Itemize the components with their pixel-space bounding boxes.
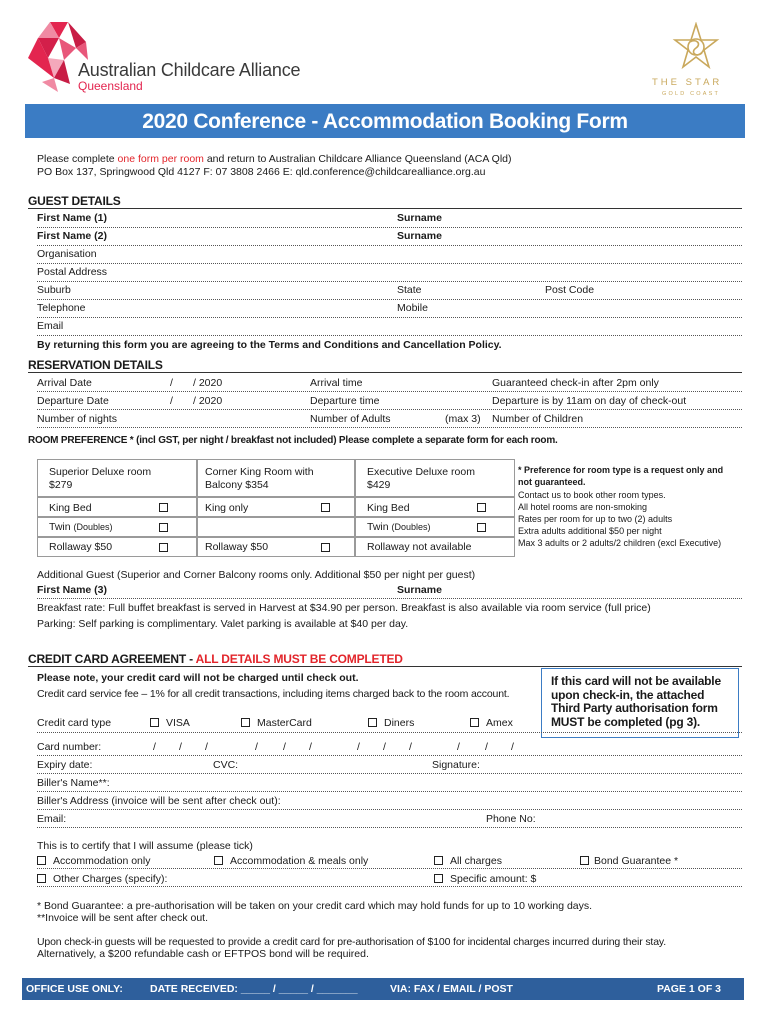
- reservation-details-heading: RESERVATION DETAILS: [28, 358, 163, 372]
- org-subname: Queensland: [78, 79, 143, 93]
- the-star-logo: [646, 22, 746, 98]
- amex-label: Amex: [486, 717, 513, 729]
- cvc-label: CVC:: [213, 759, 239, 771]
- checkin-note: Guaranteed check-in after 2pm only: [492, 377, 659, 389]
- credit-card-heading: CREDIT CARD AGREEMENT - ALL DETAILS MUST BE COMPLETED: [28, 652, 403, 666]
- checkout-note: Departure is by 11am on day of check-out: [492, 395, 687, 407]
- first-name-1-label: First Name (1): [37, 212, 108, 224]
- postcode-label: Post Code: [545, 284, 595, 296]
- billing-email-field[interactable]: [37, 827, 742, 828]
- amex-checkbox[interactable]: [470, 718, 479, 727]
- superior-twin-checkbox[interactable]: [159, 523, 168, 532]
- corner-king-title: Corner King Room with: [205, 466, 314, 478]
- first-name-1-field[interactable]: [37, 227, 742, 228]
- star-emblem-icon: [671, 22, 721, 72]
- organisation-label: Organisation: [37, 248, 97, 260]
- postal-address-field[interactable]: [37, 281, 742, 282]
- superior-king-checkbox[interactable]: [159, 503, 168, 512]
- mastercard-label: MasterCard: [257, 717, 312, 729]
- accommodation-meals-label: Accommodation & meals only: [230, 855, 369, 867]
- nights-field[interactable]: [37, 427, 742, 428]
- diners-checkbox[interactable]: [368, 718, 377, 727]
- departure-field[interactable]: [37, 409, 742, 410]
- bond-guarantee-note: * Bond Guarantee: a pre-authorisation will be taken on your credit card which may hold funds for up to 10 working days.: [37, 900, 593, 912]
- first-name-2-label: First Name (2): [37, 230, 108, 242]
- charge-note: Please note, your credit card will not be charged until check out.: [37, 672, 359, 684]
- billers-name-field[interactable]: [37, 791, 742, 792]
- superior-rollaway-label: Rollaway $50: [49, 541, 113, 553]
- children-label: Number of Children: [492, 413, 584, 425]
- accommodation-only-label: Accommodation only: [53, 855, 151, 867]
- parking-note: Parking: Self parking is complimentary. Valet parking is available at $40 per day.: [37, 618, 409, 630]
- executive-twin-label: Twin (Doubles): [367, 521, 431, 533]
- state-label: State: [397, 284, 422, 296]
- card-type-label: Credit card type: [37, 717, 112, 729]
- email-field[interactable]: [37, 335, 742, 336]
- expiry-label: Expiry date:: [37, 759, 93, 771]
- room-preference-note: * Preference for room type is a request only and not guaranteed.: [518, 465, 724, 487]
- guest-details-heading: GUEST DETAILS: [28, 194, 121, 208]
- nights-label: Number of nights: [37, 413, 117, 425]
- room-table: [37, 459, 515, 557]
- adults-label: Number of Adults: [310, 413, 391, 425]
- via-label: VIA: FAX / EMAIL / POST: [390, 983, 513, 995]
- organisation-field[interactable]: [37, 263, 742, 264]
- arrival-time-label: Arrival time: [310, 377, 363, 389]
- specific-amount-label: Specific amount: $: [450, 873, 537, 885]
- corner-rollaway-checkbox[interactable]: [321, 543, 330, 552]
- office-use-label: OFFICE USE ONLY:: [26, 983, 123, 995]
- corner-king-checkbox[interactable]: [321, 503, 330, 512]
- expiry-field[interactable]: [37, 773, 742, 774]
- arrival-field[interactable]: [37, 391, 742, 392]
- departure-time-label: Departure time: [310, 395, 380, 407]
- first-name-3-field[interactable]: [37, 598, 742, 599]
- superior-deluxe-price: $279: [49, 479, 73, 491]
- signature-label: Signature:: [432, 759, 480, 771]
- room-preference-heading: ROOM PREFERENCE * (incl GST, per night / breakfast not included) Please complete a separate form for each room.: [28, 435, 558, 446]
- visa-checkbox[interactable]: [150, 718, 159, 727]
- bond-guarantee-checkbox[interactable]: [580, 856, 589, 865]
- other-charges-label: Other Charges (specify):: [53, 873, 168, 885]
- superior-twin-label: Twin (Doubles): [49, 521, 113, 533]
- aca-logo: [28, 20, 318, 96]
- the-star-text: THE STAR: [652, 77, 723, 88]
- invoice-note: **Invoice will be sent after check out.: [37, 912, 209, 924]
- corner-rollaway-label: Rollaway $50: [205, 541, 269, 553]
- room-note-3: Rates per room for up to two (2) adults: [518, 514, 673, 524]
- telephone-label: Telephone: [37, 302, 86, 314]
- third-party-notice: If this card will not be available upon check-in, the attached Third Party authorisation form MUST be completed (pg 3).: [551, 674, 721, 729]
- room-note-1: Contact us to book other room types.: [518, 490, 666, 500]
- visa-label: VISA: [166, 717, 190, 729]
- room-note-2: All hotel rooms are non-smoking: [518, 502, 648, 512]
- terms-statement: By returning this form you are agreeing to the Terms and Conditions and Cancellation Policy.: [37, 339, 502, 351]
- page-title: 2020 Conference - Accommodation Booking Form: [142, 110, 628, 133]
- other-charges-field[interactable]: [37, 886, 742, 887]
- billing-email-label: Email:: [37, 813, 67, 825]
- executive-deluxe-price: $429: [367, 479, 391, 491]
- intro-line-2: PO Box 137, Springwood Qld 4127 F: 07 3808 2466 E: qld.conference@childcarealliance.org.au: [37, 166, 486, 178]
- arrival-date-label: Arrival Date: [37, 377, 92, 389]
- office-use-footer: [22, 978, 744, 1000]
- phone-label: Phone No:: [486, 813, 536, 825]
- surname-1-label: Surname: [397, 212, 442, 224]
- card-number-label: Card number:: [37, 741, 102, 753]
- corner-king-price: Balcony $354: [205, 479, 269, 491]
- superior-king-label: King Bed: [49, 502, 92, 514]
- surname-2-label: Surname: [397, 230, 442, 242]
- first-name-3-label: First Name (3): [37, 584, 108, 596]
- accommodation-meals-checkbox[interactable]: [214, 856, 223, 865]
- bond-guarantee-label: Bond Guarantee *: [594, 855, 679, 867]
- surname-3-label: Surname: [397, 584, 442, 596]
- accommodation-only-checkbox[interactable]: [37, 856, 46, 865]
- executive-king-checkbox[interactable]: [477, 503, 486, 512]
- all-charges-checkbox[interactable]: [434, 856, 443, 865]
- card-number-field[interactable]: / / / / / / / / / / / /: [153, 741, 514, 753]
- executive-deluxe-title: Executive Deluxe room: [367, 466, 475, 478]
- diners-label: Diners: [384, 717, 415, 729]
- service-fee-note: Credit card service fee – 1% for all credit transactions, including items charged back to the room account.: [37, 688, 510, 700]
- suburb-field[interactable]: [37, 299, 742, 300]
- executive-king-label: King Bed: [367, 502, 410, 514]
- intro-line-1: Please complete one form per room and return to Australian Childcare Alliance Queensland (ACA Qld): [37, 153, 512, 165]
- room-note-5: Max 3 adults or 2 adults/2 children (excl Executive): [518, 538, 722, 548]
- postal-address-label: Postal Address: [37, 266, 108, 278]
- additional-guest-note: Additional Guest (Superior and Corner Balcony rooms only. Additional $50 per night per guest): [37, 569, 476, 581]
- mobile-label: Mobile: [397, 302, 428, 314]
- breakfast-note: Breakfast rate: Full buffet breakfast is served in Harvest at $34.90 per person. Breakfast is also available via room service (full price): [37, 602, 651, 614]
- billers-address-field[interactable]: [37, 809, 742, 810]
- other-charges-checkbox[interactable]: [37, 874, 46, 883]
- billers-name-label: Biller's Name**:: [37, 777, 110, 789]
- executive-rollaway-label: Rollaway not available: [367, 541, 472, 553]
- billers-address-label: Biller's Address (invoice will be sent after check out):: [37, 795, 281, 807]
- checkin-preauth-note: Upon check-in guests will be requested to provide a credit card for pre-authorisation of $100 for incidental charges incurred during their stay.: [37, 936, 666, 948]
- org-name: Australian Childcare Alliance: [78, 60, 301, 80]
- refundable-bond-note: Alternatively, a $200 refundable cash or EFTPOS bond will be required.: [37, 948, 369, 960]
- all-charges-label: All charges: [450, 855, 502, 867]
- suburb-label: Suburb: [37, 284, 71, 296]
- superior-deluxe-title: Superior Deluxe room: [49, 466, 152, 478]
- telephone-field[interactable]: [37, 317, 742, 318]
- corner-king-only-label: King only: [205, 502, 249, 514]
- date-received-label: DATE RECEIVED: _____ / _____ / _______: [150, 983, 358, 995]
- gold-coast-text: GOLD COAST: [662, 91, 721, 97]
- room-note-4: Extra adults additional $50 per night: [518, 526, 662, 536]
- page-number: PAGE 1 OF 3: [657, 983, 721, 995]
- email-label: Email: [37, 320, 64, 332]
- superior-rollaway-checkbox[interactable]: [159, 543, 168, 552]
- certify-statement: This is to certify that I will assume (please tick): [37, 840, 253, 852]
- mastercard-checkbox[interactable]: [241, 718, 250, 727]
- departure-date-label: Departure Date: [37, 395, 109, 407]
- max-adults-note: (max 3): [445, 413, 481, 425]
- specific-amount-checkbox[interactable]: [434, 874, 443, 883]
- first-name-2-field[interactable]: [37, 245, 742, 246]
- executive-twin-checkbox[interactable]: [477, 523, 486, 532]
